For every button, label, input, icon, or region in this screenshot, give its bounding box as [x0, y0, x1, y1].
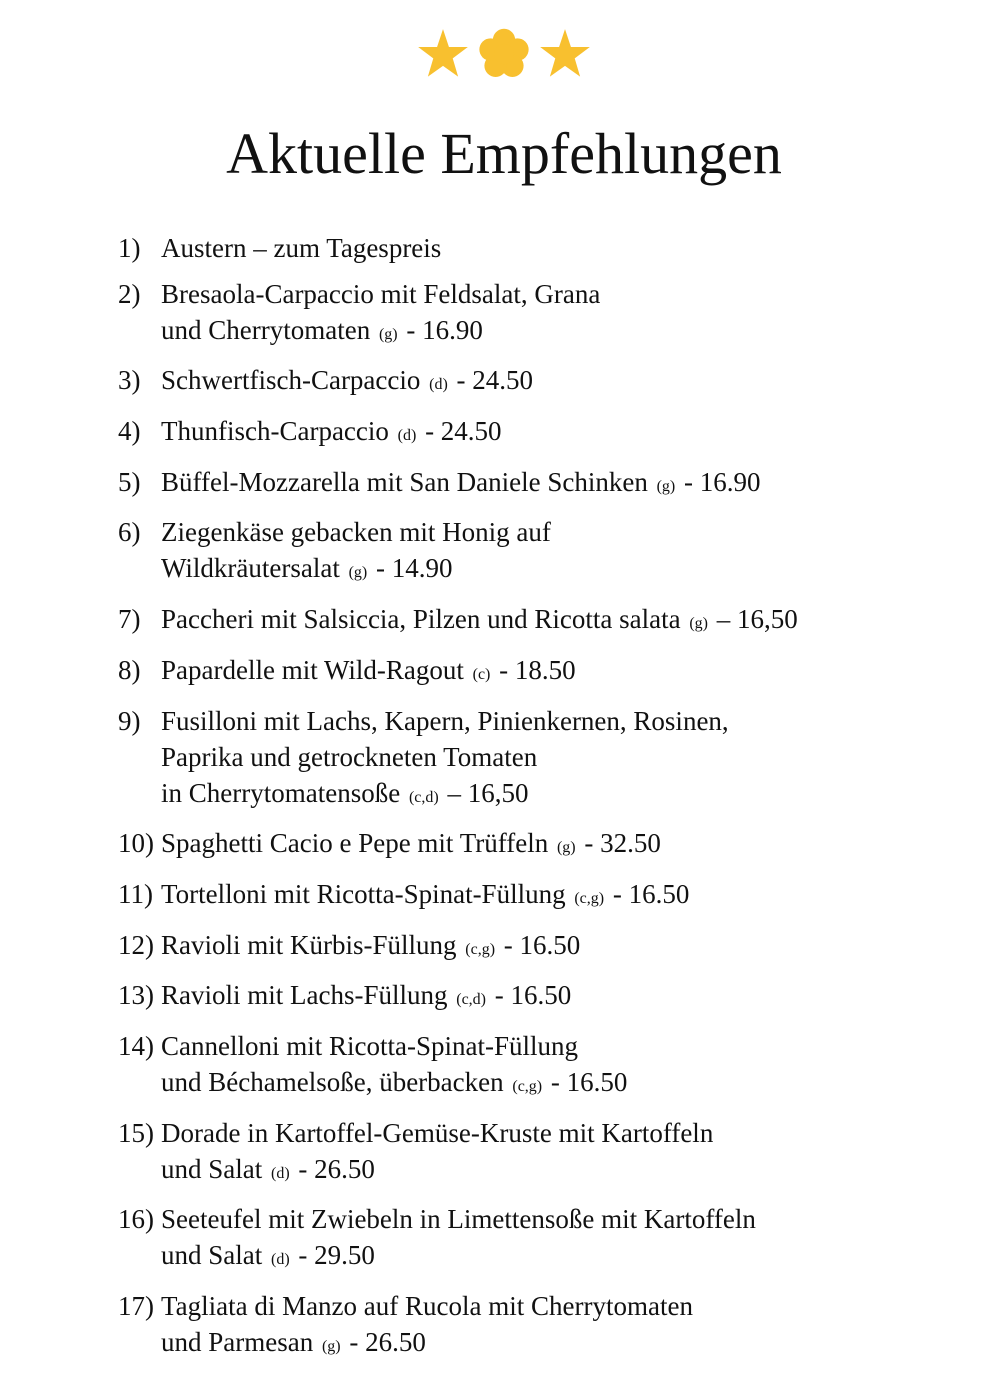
item-line [161, 276, 938, 312]
item-line [161, 1201, 938, 1237]
star-icon [538, 27, 592, 81]
menu-item [118, 825, 938, 866]
price: - 32.50 [584, 828, 661, 859]
item-description [161, 825, 938, 866]
star-icon [416, 27, 470, 81]
item-line [161, 1324, 938, 1365]
price: – 16,50 [447, 777, 529, 808]
item-line [161, 464, 938, 505]
menu-item [118, 977, 938, 1018]
menu-item [118, 1201, 938, 1278]
item-number: 8) [118, 654, 141, 685]
price: - 29.50 [298, 1240, 375, 1271]
allergen-code: (c,d) [456, 991, 486, 1009]
item-description [161, 1201, 938, 1278]
item-description [161, 876, 938, 917]
dish-text: und Cherrytomaten [161, 314, 371, 345]
item-line [161, 1237, 938, 1278]
dish-text: Seeteufel mit Zwiebeln in Limettensoße mit Kartoffeln [161, 1204, 756, 1235]
item-description [161, 276, 938, 353]
menu-item [118, 1028, 938, 1105]
price: - 16.90 [406, 314, 483, 345]
item-line [161, 312, 938, 353]
item-number: 7) [118, 604, 141, 635]
dish-text: Paprika und getrockneten Tomaten [161, 741, 538, 772]
item-number: 11) [118, 878, 153, 909]
dish-text: Büffel-Mozzarella mit San Daniele Schinken [161, 466, 648, 497]
menu-item [118, 362, 938, 403]
item-number: 17) [118, 1291, 154, 1321]
item-description [161, 703, 938, 816]
item-description [161, 464, 938, 505]
dish-text: Tagliata di Manzo auf Rucola mit Cherrytomaten [161, 1291, 693, 1321]
price: - 26.50 [349, 1327, 426, 1357]
dish-text: in Cherrytomatensoße [161, 777, 401, 808]
price: - 24.50 [456, 365, 534, 396]
item-description [161, 601, 938, 642]
item-line [161, 1151, 938, 1192]
page-title: Aktuelle Empfehlungen [226, 121, 782, 186]
item-description [161, 230, 938, 266]
item-description [161, 652, 938, 693]
item-line [161, 550, 938, 591]
dish-text: Schwertfisch-Carpaccio [161, 365, 421, 396]
allergen-code: (d) [271, 1164, 290, 1182]
allergen-code: (c,g) [574, 889, 605, 907]
item-line [161, 1115, 938, 1151]
item-number: 12) [118, 929, 154, 960]
menu-list [118, 230, 938, 1375]
allergen-code: (c) [472, 665, 491, 683]
price: – 16,50 [716, 604, 798, 635]
item-line [161, 775, 938, 816]
allergen-code: (g) [348, 564, 368, 582]
price: - 26.50 [298, 1153, 375, 1184]
item-number: 1) [118, 233, 141, 263]
dish-text: Austern – zum Tagespreis [161, 233, 442, 263]
dish-text: Tortelloni mit Ricotta-Spinat-Füllung [161, 878, 566, 909]
item-number: 14) [118, 1030, 154, 1061]
item-number: 16) [118, 1204, 154, 1235]
item-number: 13) [118, 980, 154, 1011]
ornament [0, 24, 1008, 84]
dish-text: und Salat [161, 1240, 263, 1271]
item-description [161, 927, 938, 968]
menu-item [118, 652, 938, 693]
allergen-code: (g) [321, 1338, 341, 1355]
dish-text: und Salat [161, 1153, 263, 1184]
item-description [161, 977, 938, 1018]
item-line [161, 927, 938, 968]
dish-text: Thunfisch-Carpaccio [161, 416, 389, 447]
item-description [161, 362, 938, 403]
allergen-code: (g) [378, 325, 398, 343]
allergen-code: (c,g) [512, 1077, 543, 1095]
dish-text: Ravioli mit Kürbis-Füllung [161, 929, 457, 960]
price: - 14.90 [376, 553, 453, 584]
item-number: 2) [118, 278, 141, 309]
menu-item [118, 276, 938, 353]
dish-text: und Parmesan [161, 1327, 314, 1357]
item-description [161, 413, 938, 454]
item-line [161, 514, 938, 550]
item-description [161, 1115, 938, 1192]
price: - 16.50 [494, 980, 572, 1011]
menu-item [118, 927, 938, 968]
allergen-code: (c,g) [465, 940, 496, 958]
price: - 16.50 [612, 878, 690, 909]
menu-item [118, 703, 938, 816]
menu-item [118, 230, 938, 266]
flower-icon [476, 26, 532, 82]
allergen-code: (c,d) [408, 788, 439, 806]
dish-text: Fusilloni mit Lachs, Kapern, Pinienkernen, Rosinen, [161, 705, 729, 736]
menu-item [118, 413, 938, 454]
allergen-code: (g) [656, 477, 676, 495]
item-line [161, 825, 938, 866]
item-line [161, 362, 938, 403]
item-number: 6) [118, 517, 141, 548]
allergen-code: (g) [689, 615, 708, 633]
item-number: 10) [118, 828, 154, 859]
dish-text: und Béchamelsoße, überbacken [161, 1066, 504, 1097]
price: - 18.50 [499, 654, 576, 685]
dish-text: Ravioli mit Lachs-Füllung [161, 980, 448, 1011]
item-line [161, 876, 938, 917]
item-line [161, 739, 938, 775]
price: - 16.50 [550, 1066, 628, 1097]
item-line [161, 1028, 938, 1064]
dish-text: Paccheri mit Salsiccia, Pilzen und Ricotta salata [161, 604, 681, 635]
item-description [161, 1288, 938, 1365]
dish-text: Spaghetti Cacio e Pepe mit Trüffeln [161, 828, 549, 859]
dish-text: Ziegenkäse gebacken mit Honig auf [161, 517, 551, 548]
item-number: 4) [118, 416, 141, 447]
item-line [161, 413, 938, 454]
menu-item [118, 601, 938, 642]
item-line [161, 230, 938, 266]
item-line [161, 1288, 938, 1324]
item-number: 3) [118, 365, 141, 396]
dish-text: Cannelloni mit Ricotta-Spinat-Füllung [161, 1030, 578, 1061]
item-line [161, 652, 938, 693]
dish-text: Dorade in Kartoffel-Gemüse-Kruste mit Kartoffeln [161, 1117, 714, 1148]
item-number: 9) [118, 705, 141, 736]
menu-item [118, 464, 938, 505]
allergen-code: (d) [271, 1251, 290, 1269]
menu-item [118, 876, 938, 917]
item-number: 15) [118, 1117, 154, 1148]
item-description [161, 514, 938, 591]
allergen-code: (g) [556, 839, 576, 857]
allergen-code: (d) [429, 376, 448, 394]
item-description [161, 1028, 938, 1105]
dish-text: Wildkräutersalat [161, 553, 340, 584]
dish-text: Bresaola-Carpaccio mit Feldsalat, Grana [161, 278, 601, 309]
price: - 16.90 [684, 466, 761, 497]
item-line [161, 1064, 938, 1105]
menu-item [118, 1288, 938, 1365]
price: - 24.50 [425, 416, 502, 447]
allergen-code: (d) [397, 427, 417, 445]
menu-item [118, 1115, 938, 1192]
price: - 16.50 [503, 929, 581, 960]
item-line [161, 703, 938, 739]
dish-text: Papardelle mit Wild-Ragout [161, 654, 464, 685]
menu-item [118, 514, 938, 591]
item-number: 5) [118, 466, 141, 497]
item-line [161, 601, 938, 642]
item-line [161, 977, 938, 1018]
